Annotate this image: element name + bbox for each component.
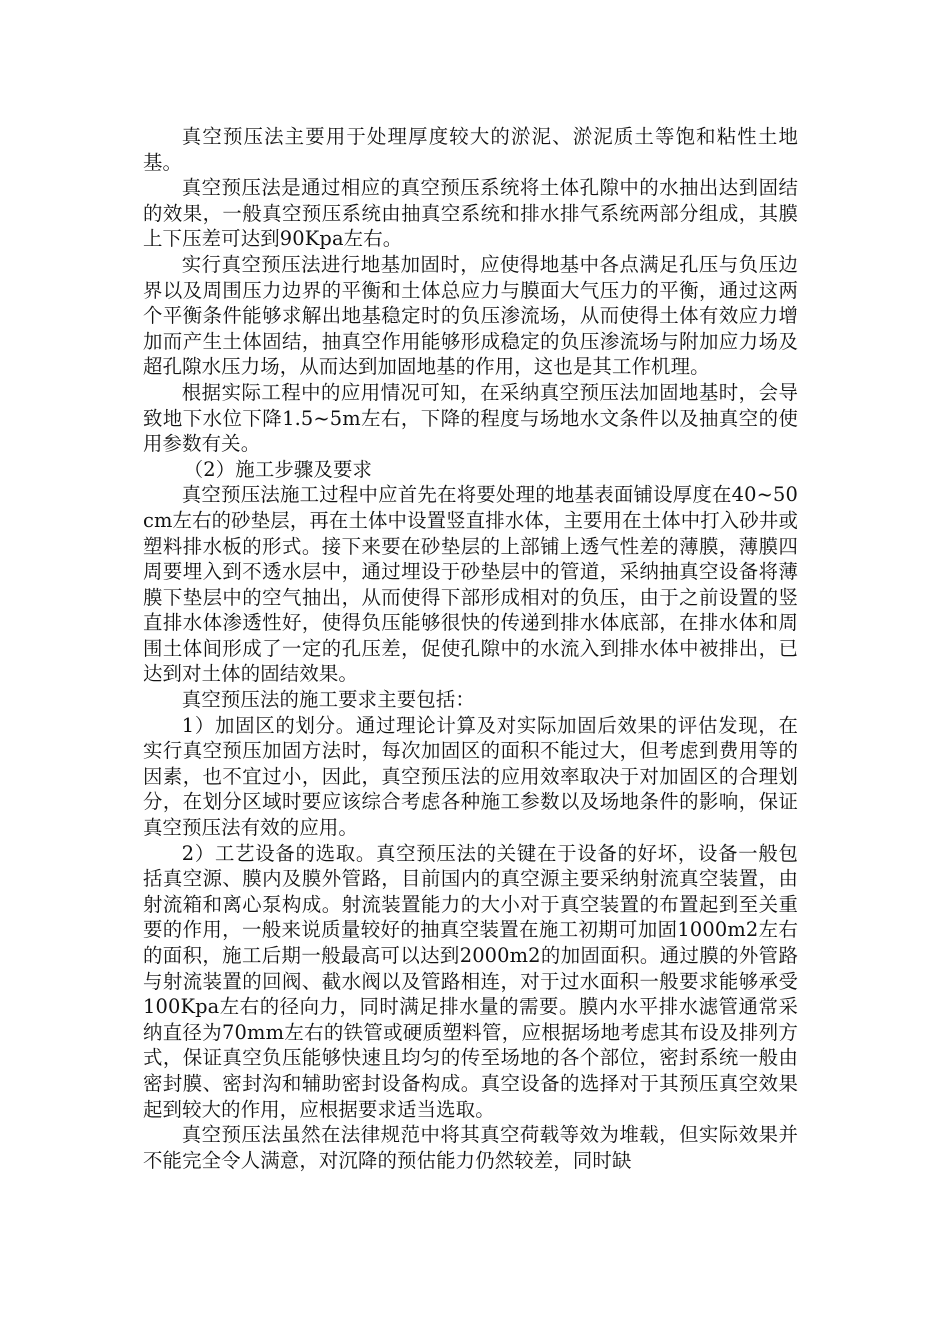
section-heading-construction-steps: （2）施工步骤及要求 (183, 457, 373, 481)
paragraph-limitations: 真空预压法虽然在法律规范中将其真空荷载等效为堆载，但实际效果并不能完全令人满意，对沉降的预估能力仍然较差，同时缺 (143, 1123, 798, 1172)
paragraph-principle: 真空预压法是通过相应的真空预压系统将土体孔隙中的水抽出达到固结的效果，一般真空预压系统由抽真空系统和排水排气系统两部分组成，其膜上下压差可达到90Kpa左右。 (143, 176, 798, 251)
paragraph-equipment-selection: 2）工艺设备的选取。真空预压法的关键在于设备的好坏，设备一般包括真空源、膜内及膜外管路，目前国内的真空源主要采纳射流真空装置，由射流箱和离心泵构成。射流装置能力的大小对于真空装置的布置起到至关重要的作用，一般来说质量较好的抽真空装置在施工初期可加固1000m2左右的面积，施工后期一般最高可以达到2000m2的加固面积。通过膜的外管路与射流装置的回阀、截水阀以及管路相连，对于过水面积一般要求能够承受100Kpa左右的径向力，同时满足排水量的需要。膜内水平排水滤管通常采纳直径为70mm左右的铁管或硬质塑料管，应根据场地考虑其布设及排列方式，保证真空负压能够快速且均匀的传至场地的各个部位，密封系统一般由密封膜、密封沟和辅助密封设备构成。真空设备的选择对于其预压真空效果起到较大的作用，应根据要求适当选取。 (143, 841, 798, 1121)
paragraph-construction-process: 真空预压法施工过程中应首先在将要处理的地基表面铺设厚度在40~50cm左右的砂垫层，再在土体中设置竖直排水体，主要用在土体中打入砂井或塑料排水板的形式。接下来要在砂垫层的上部铺上透气性差的薄膜，薄膜四周要埋入到不透水层中，通过埋设于砂垫层中的管道，采纳抽真空设备将薄膜下垫层中的空气抽出，从而使得下部形成相对的负压，由于之前设置的竖直排水体渗透性好，使得负压能够很快的传递到排水体底部，在排水体和周围土体间形成了一定的孔压差，促使孔隙中的水流入到排水体中被排出，已达到对土体的固结效果。 (143, 483, 798, 686)
paragraph-requirements-intro: 真空预压法的施工要求主要包括： (181, 688, 475, 712)
paragraph-mechanism: 实行真空预压法进行地基加固时，应使得地基中各点满足孔压与负压边界以及周围压力边界的平衡和土体总应力与膜面大气压力的平衡，通过这两个平衡条件能够求解出地基稳定时的负压渗流场，从而使得土体有效应力增加而产生土体固结，抽真空作用能够形成稳定的负压渗流场与附加应力场及超孔隙水压力场，从而达到加固地基的作用，这也是其工作机理。 (143, 252, 798, 379)
paragraph-groundwater: 根据实际工程中的应用情况可知，在采纳真空预压法加固地基时，会导致地下水位下降1.5~5m左右，下降的程度与场地水文条件以及抽真空的使用参数有关。 (143, 380, 798, 456)
document-body (143, 124, 798, 1173)
paragraph-scope: 真空预压法主要用于处理厚度较大的淤泥、淤泥质土等饱和粘性土地基。 (143, 125, 798, 174)
paragraph-zone-division: 1）加固区的划分。通过理论计算及对实际加固后效果的评估发现，在实行真空预压加固方法时，每次加固区的面积不能过大，但考虑到费用等的因素，也不宜过小，因此，真空预压法的应用效率取决于对加固区的合理划分，在划分区域时要应该综合考虑各种施工参数以及场地条件的影响，保证真空预压法有效的应用。 (143, 713, 798, 840)
